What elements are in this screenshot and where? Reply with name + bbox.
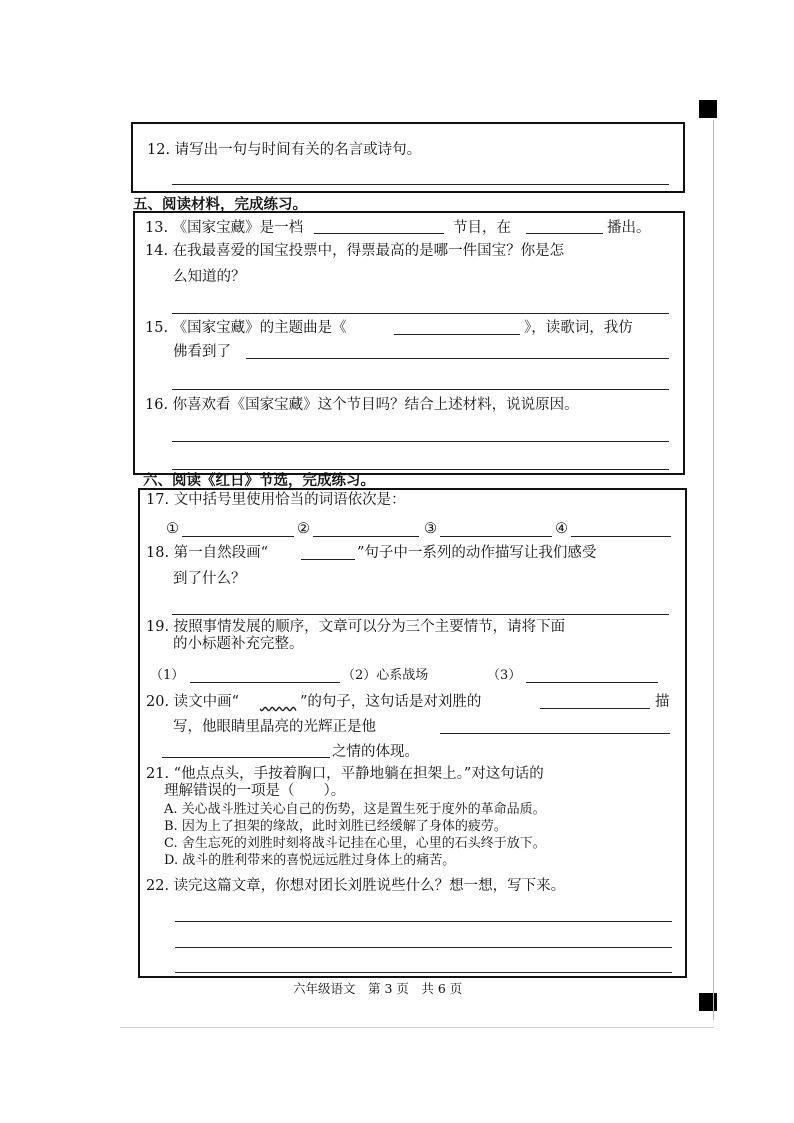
- q13-part1: 13. 《国家宝藏》是一档: [145, 220, 304, 236]
- q21-line2: 理解错误的一项是（ ）。: [164, 783, 346, 799]
- q17-question: 17. 文中括号里使用恰当的词语依次是：: [146, 492, 406, 508]
- page-bottom-edge: [120, 1027, 714, 1028]
- q12-answer-line[interactable]: [172, 184, 669, 185]
- q19-blank3-label: （3）: [487, 668, 522, 683]
- q22-question: 22. 读完这篇文章，你想对团长刘胜说些什么？想一想，写下来。: [146, 878, 566, 894]
- q21-option-c[interactable]: C. 舍生忘死的刘胜时刻将战斗记挂在心里，心里的石头终于放下。: [164, 836, 546, 851]
- q17-blank1[interactable]: [182, 536, 294, 537]
- q12-question: 12. 请写出一句与时间有关的名言或诗句。: [147, 142, 422, 158]
- section5-title: 五、阅读材料，完成练习。: [133, 196, 307, 213]
- q14-answer-line[interactable]: [172, 313, 669, 314]
- q15-answer-line1[interactable]: [246, 358, 669, 359]
- q18-underline-mark: [301, 559, 355, 560]
- registration-mark-bottom: [699, 993, 717, 1011]
- registration-mark-top: [699, 100, 717, 118]
- q21-line1: 21. “他点点头，手按着胸口，平静地躺在担架上。”对这句话的: [146, 766, 544, 782]
- q20-part2: ”的句子，这句话是对刘胜的: [300, 694, 482, 710]
- q20-blank-describe[interactable]: [540, 708, 650, 709]
- q17-blank2[interactable]: [313, 536, 419, 537]
- q19-line1: 19. 按照事情发展的顺序，文章可以分为三个主要情节，请将下面: [146, 619, 566, 635]
- q21-option-d[interactable]: D. 战斗的胜利带来的喜悦远远胜过身体上的痛苦。: [164, 853, 456, 868]
- q15-answer-line2[interactable]: [172, 389, 669, 390]
- q13-blank-channel[interactable]: [526, 233, 603, 234]
- q16-answer-line2[interactable]: [172, 469, 669, 470]
- q19-blank1-label: （1）: [150, 668, 185, 683]
- q20-line2: 写，他眼睛里晶亮的光辉正是他: [173, 719, 376, 735]
- q17-blank4-label: ④: [555, 521, 568, 537]
- section6-title: 六、阅读《红日》节选，完成练习。: [143, 472, 375, 489]
- q14-line1: 14. 在我最喜爱的国宝投票中，得票最高的是哪一件国宝？你是怎: [145, 243, 565, 259]
- q19-blank2-label: （2）心系战场: [342, 668, 429, 683]
- q14-line2: 么知道的？: [173, 269, 246, 285]
- q17-blank1-label: ①: [166, 521, 179, 537]
- q22-answer-line1[interactable]: [175, 921, 672, 922]
- q13-part3: 播出。: [607, 220, 651, 236]
- q15-part1: 15. 《国家宝藏》的主题曲是《: [145, 320, 347, 336]
- q20-part1: 20. 读文中画“: [146, 694, 240, 710]
- q15-blank-song[interactable]: [394, 334, 520, 335]
- q20-blank-line3[interactable]: [162, 757, 330, 758]
- q18-part2: ”句子中一系列的动作描写让我们感受: [357, 545, 597, 561]
- q19-blank3[interactable]: [526, 682, 658, 683]
- q22-answer-line2[interactable]: [175, 947, 672, 948]
- q17-blank2-label: ②: [297, 521, 310, 537]
- q22-answer-line3[interactable]: [175, 972, 672, 973]
- q13-part2: 节目，在: [453, 220, 511, 236]
- q20-line3: 之情的体现。: [332, 744, 419, 760]
- q13-blank-program[interactable]: [314, 233, 444, 234]
- q20-part3: 描: [655, 694, 670, 710]
- q21-option-a[interactable]: A. 关心战斗胜过关心自己的伤势，这是置生死于度外的革命品质。: [164, 802, 546, 817]
- q17-blank3-label: ③: [424, 521, 437, 537]
- q16-question: 16. 你喜欢看《国家宝藏》这个节目吗？结合上述材料，说说原因。: [145, 397, 579, 413]
- q19-line2: 的小标题补充完整。: [173, 636, 304, 652]
- q16-answer-line1[interactable]: [172, 441, 669, 442]
- q20-blank-line2[interactable]: [440, 733, 670, 734]
- page-footer: 六年级语文 第 3 页 共 6 页: [293, 981, 463, 996]
- q20-wavy-mark: [260, 693, 296, 708]
- q18-part1: 18. 第一自然段画“: [146, 545, 269, 561]
- q18-line2: 到了什么？: [173, 571, 246, 587]
- q19-blank1[interactable]: [190, 682, 340, 683]
- q17-blank4[interactable]: [571, 536, 671, 537]
- page-edge-line: [713, 120, 714, 1020]
- q17-blank3[interactable]: [440, 536, 552, 537]
- q15-line2: 佛看到了: [173, 344, 231, 360]
- q21-option-b[interactable]: B. 因为上了担架的缘故，此时刘胜已经缓解了身体的疲劳。: [164, 819, 507, 834]
- q15-part2: 》，读歌词，我仿: [524, 320, 633, 336]
- q18-answer-line[interactable]: [172, 614, 669, 615]
